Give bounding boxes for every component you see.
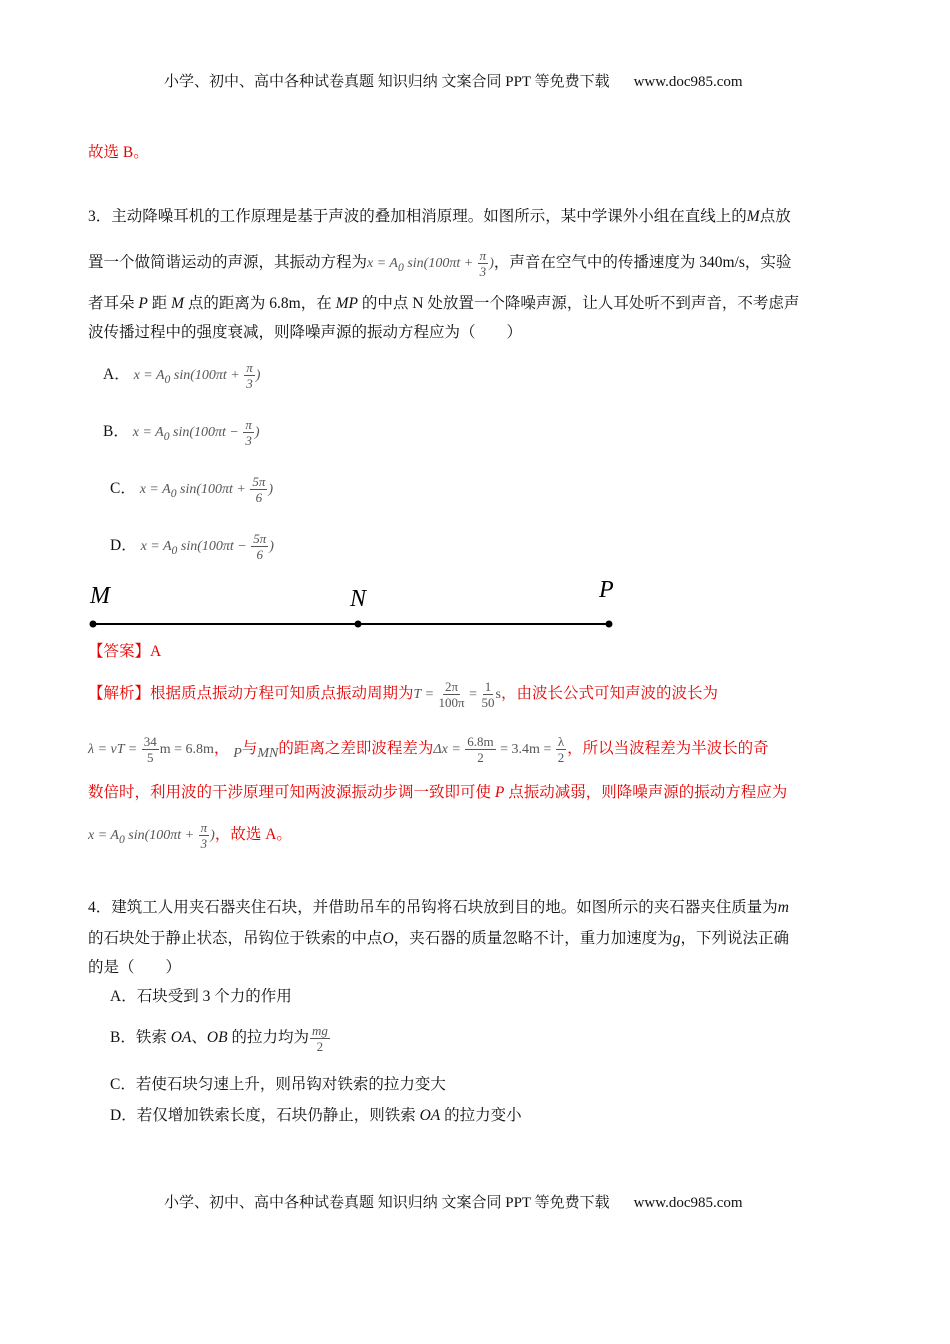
label-p: P	[599, 577, 614, 603]
q4-line3: 的是（ ）	[88, 959, 182, 976]
q4-option-d: D．若仅增加铁索长度，石块仍静止，则铁索 OA 的拉力变小	[110, 1107, 522, 1124]
q3-option: A． $x = A_0$ sin(100πt + $\frac{\pi}{3}$ )	[103, 360, 261, 392]
header-text: 小学、初中、高中各种试卷真题 知识归纳 文案合同 PPT 等免费下载	[164, 74, 610, 90]
answer: 【答案】A	[88, 643, 162, 660]
analysis-line4: $x = A_0$ sin(100πt + $\frac{\pi}{3}$ )，故选 A。	[88, 820, 292, 852]
mnp-line-diagram	[88, 575, 628, 635]
label-m: M	[90, 583, 110, 609]
q3-line3: 者耳朵 P 距 M 点的距离为 6.8m，在 MP 的中点 N 处放置一个降噪声源，让人耳处听不到声音，不考虑声	[88, 295, 800, 312]
label-n: N	[350, 586, 367, 612]
q3-option: D． $x = A_0$ sin(100πt − $\frac{5\pi}{6}$ )	[110, 531, 274, 563]
analysis-line2: λ = vT = $\frac{34}{5}$ m = 6.8m， $_P$与$_{MN}$的距离之差即波程差为Δx = $\frac{6.8m}{2}$ = 3.4m = $\frac{\lambda}{2}$ ，所以当波程差为半波长的奇	[88, 733, 769, 765]
q3-option: C． $x = A_0$ sin(100πt + $\frac{5\pi}{6}$ )	[110, 474, 274, 506]
q4-line2: 的石块处于静止状态，吊钩位于铁索的中点O，夹石器的质量忽略不计，重力加速度为g，下列说法正确	[88, 930, 789, 947]
q3-line1: 3．主动降噪耳机的工作原理是基于声波的叠加相消原理。如图所示，某中学课外小组在直线上的M点放	[88, 208, 791, 225]
footer-text: 小学、初中、高中各种试卷真题 知识归纳 文案合同 PPT 等免费下载	[164, 1195, 610, 1211]
page-header	[164, 70, 743, 91]
analysis-line1: 【解析】根据质点振动方程可知质点振动周期为T = $\frac{2\pi}{100\pi}$ = $\frac{1}{50}$ s，由波长公式可知声波的波长为	[88, 678, 718, 710]
q4-option-b: B．铁索 OA、OB 的拉力均为 $\frac{mg}{2}$	[110, 1022, 328, 1054]
q4-line1: 4．建筑工人用夹石器夹住石块，并借助吊车的吊钩将石块放到目的地。如图所示的夹石器夹住质量为m	[88, 899, 789, 916]
point-m	[90, 621, 97, 628]
point-p	[606, 621, 613, 628]
analysis-line3: 数倍时，利用波的干涉原理可知两波源振动步调一致即可使 P 点振动减弱，则降噪声源的振动方程应为	[88, 784, 788, 801]
q3-option: B． $x = A_0$ sin(100πt − $\frac{\pi}{3}$ )	[103, 417, 260, 449]
page-footer	[164, 1191, 743, 1212]
point-n	[355, 621, 362, 628]
header-url[interactable]: www.doc985.com	[633, 74, 743, 90]
q4-option-c: C．若使石块匀速上升，则吊钩对铁索的拉力变大	[110, 1076, 446, 1093]
q3-line2: 置一个做简谐运动的声源，其振动方程为$x = A_0$ sin(100πt + $\frac{\pi}{3}$ )，声音在空气中的传播速度为 340m/s，实验	[88, 248, 792, 280]
prev-answer: 故选 B。	[88, 144, 149, 161]
footer-url[interactable]: www.doc985.com	[633, 1195, 743, 1211]
q4-option-a: A．石块受到 3 个力的作用	[110, 988, 292, 1005]
q3-line4: 波传播过程中的强度衰减，则降噪声源的振动方程应为（ ）	[88, 324, 523, 341]
equation: $x = A_0$ sin(100πt + $\frac{\pi}{3}$ )	[367, 248, 494, 280]
